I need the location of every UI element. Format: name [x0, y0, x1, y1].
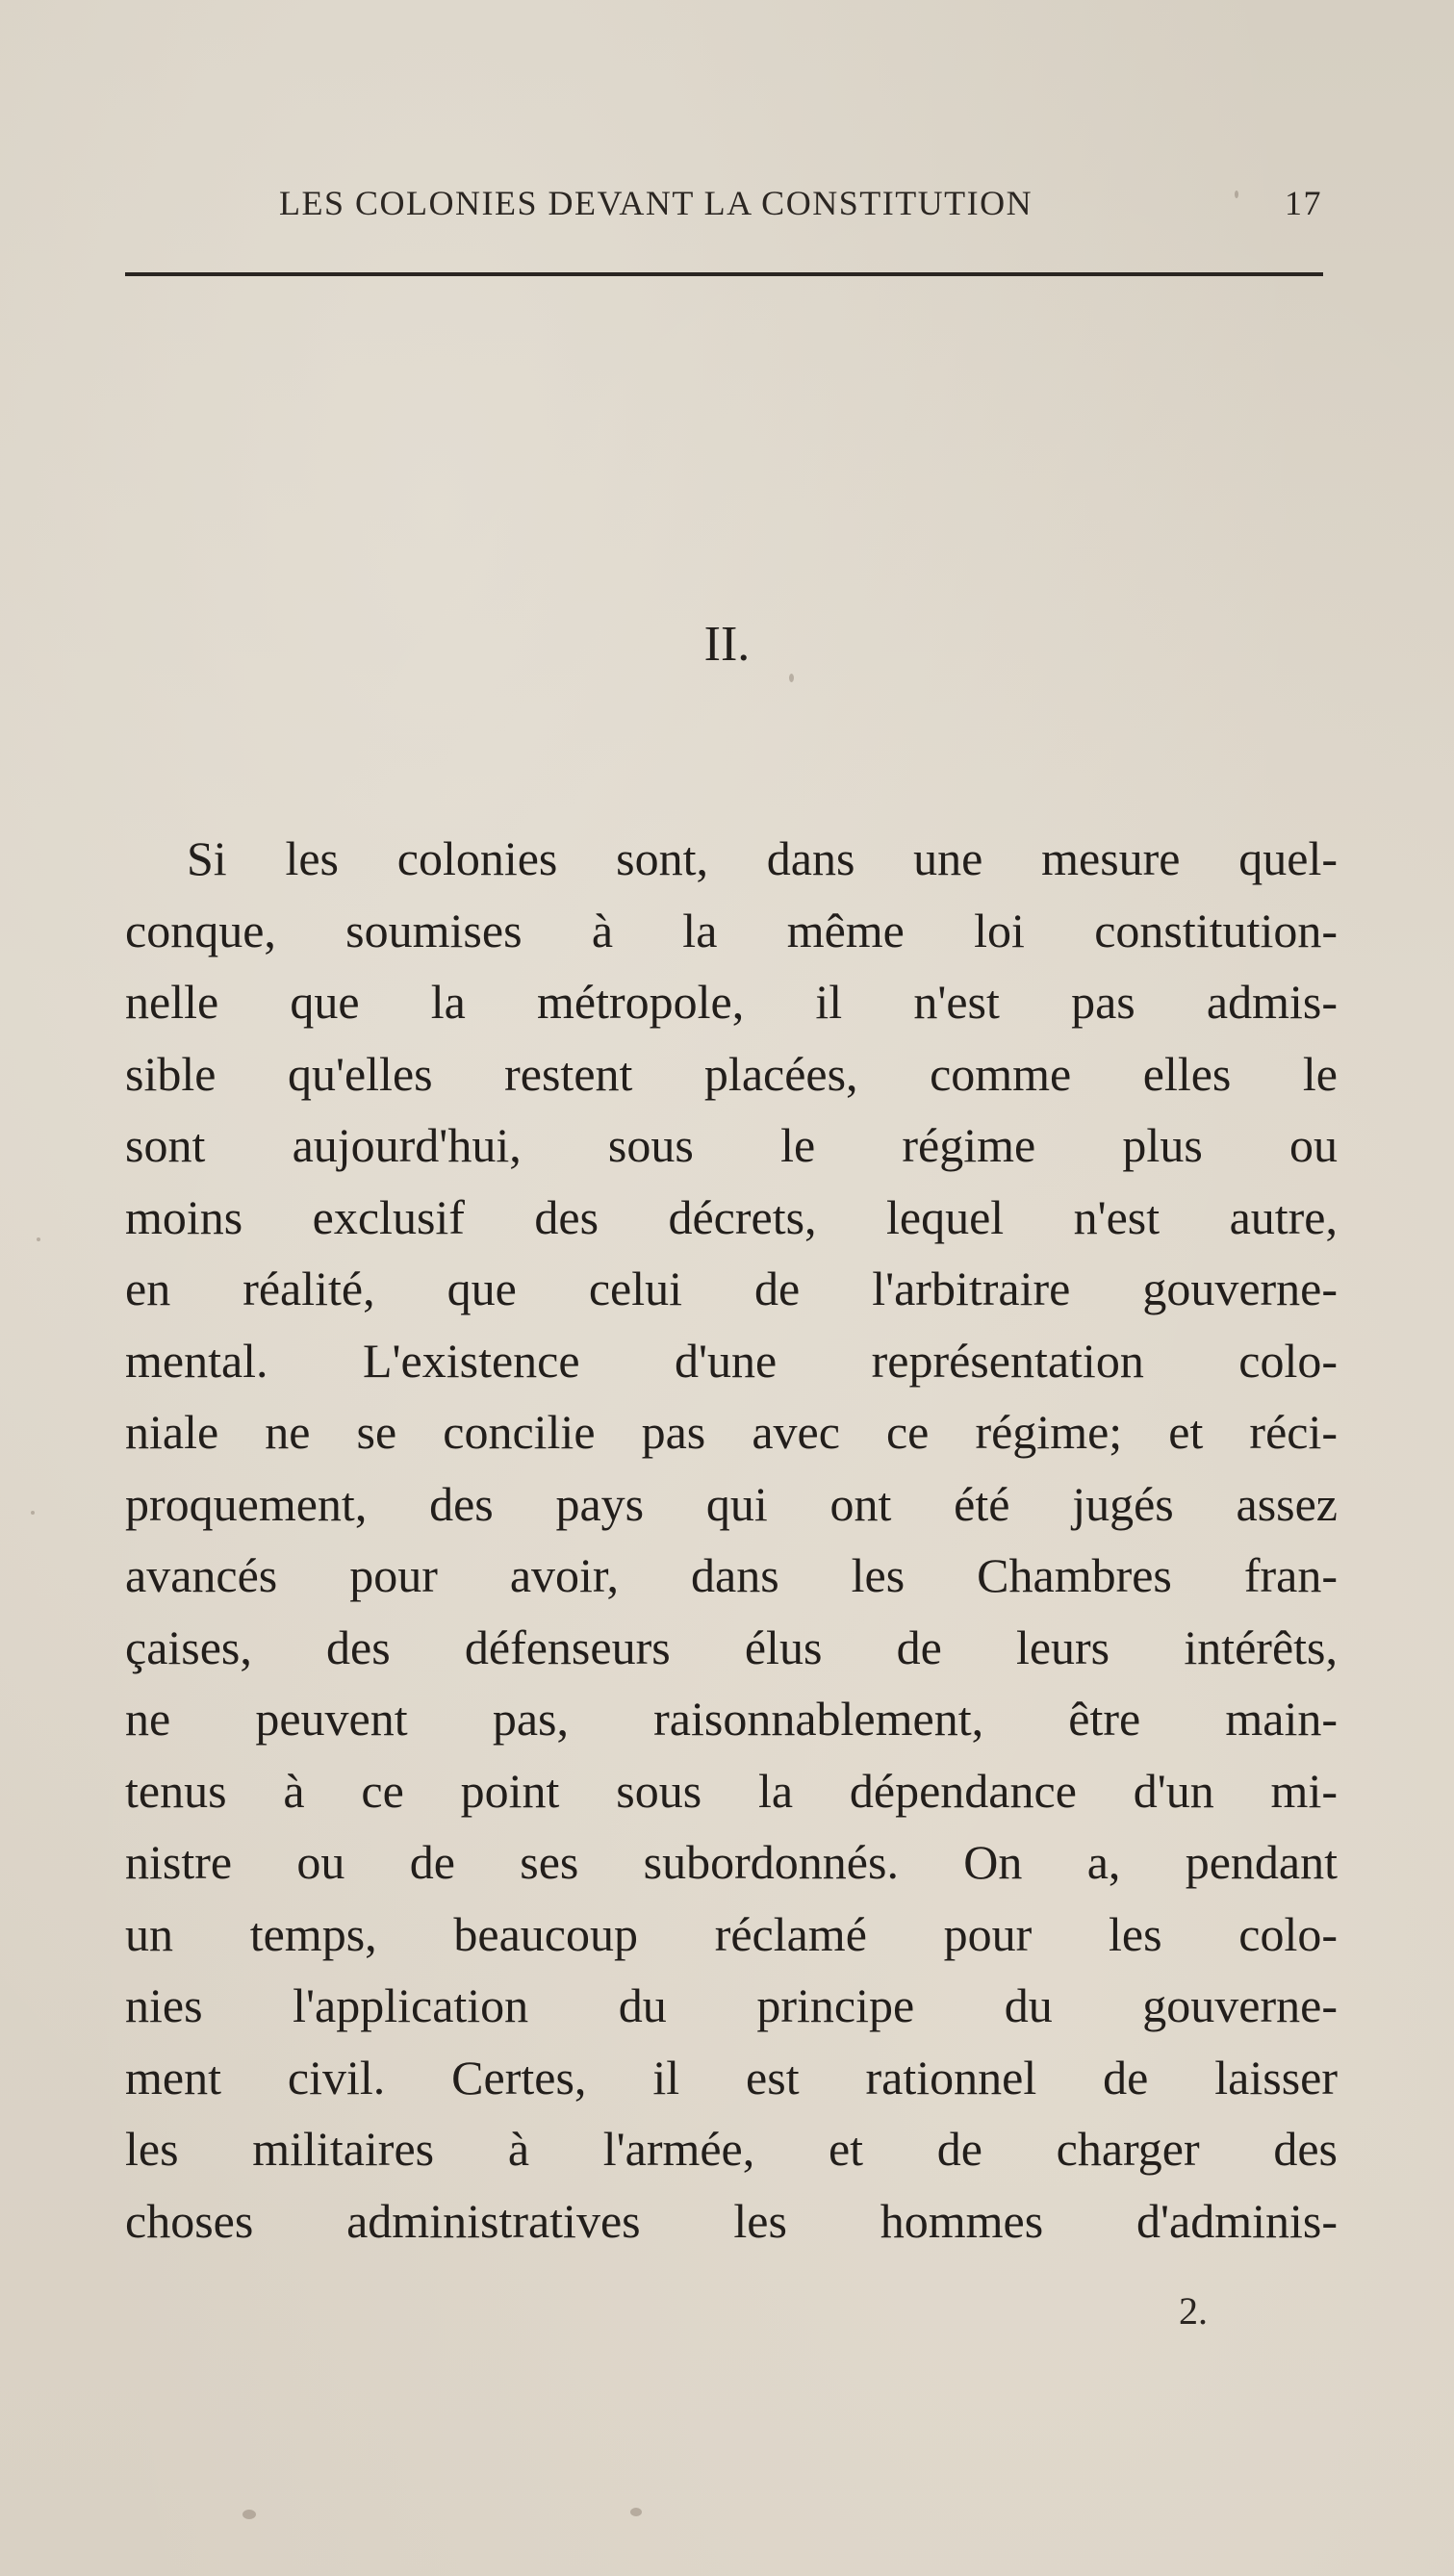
paper-speck	[630, 2508, 642, 2516]
paper-speck	[242, 2510, 256, 2519]
text-line: Si les colonies sont, dans une mesure quel-	[187, 831, 1338, 885]
text-line: sible qu'elles restent placées, comme elles le	[125, 1046, 1338, 1101]
paper-speck	[31, 1511, 35, 1515]
section-heading: II.	[703, 617, 751, 672]
header-rule	[125, 272, 1323, 276]
text-line: tenus à ce point sous la dépendance d'un mi-	[125, 1763, 1338, 1818]
paper-speck	[37, 1237, 40, 1241]
text-line: sont aujourd'hui, sous le régime plus ou	[125, 1118, 1338, 1172]
text-line: mental. L'existence d'une représentation colo-	[125, 1333, 1338, 1388]
text-line: ne peuvent pas, raisonnablement, être main-	[125, 1692, 1338, 1746]
signature-mark: 2.	[1179, 2289, 1208, 2333]
text-line: conque, soumises à la même loi constitution-	[125, 903, 1338, 957]
paper-speck	[789, 674, 794, 682]
text-line: çaises, des défenseurs élus de leurs intérêts,	[125, 1620, 1338, 1674]
text-line: un temps, beaucoup réclamé pour les colo-	[125, 1906, 1338, 1961]
text-line: nies l'application du principe du gouverne-	[125, 1978, 1338, 2032]
text-line: les militaires à l'armée, et de charger des	[125, 2122, 1338, 2176]
text-line: nistre ou de ses subordonnés. On a, pendant	[125, 1835, 1338, 1889]
text-line: choses administratives les hommes d'adminis-	[125, 2193, 1338, 2248]
running-head	[279, 183, 1338, 231]
text-line: nelle que la métropole, il n'est pas admis-	[125, 975, 1338, 1029]
running-title: LES COLONIES DEVANT LA CONSTITUTION	[279, 184, 1033, 222]
body-paragraph	[125, 823, 1338, 2257]
text-line: moins exclusif des décrets, lequel n'est autre,	[125, 1189, 1338, 1244]
page-number: 17	[1285, 184, 1322, 222]
text-line: en réalité, que celui de l'arbitraire gouverne-	[125, 1262, 1338, 1315]
text-line: proquement, des pays qui ont été jugés assez	[125, 1476, 1338, 1531]
text-line: avancés pour avoir, dans les Chambres fran-	[125, 1548, 1338, 1602]
paper-speck	[1235, 191, 1238, 198]
text-line: niale ne se concilie pas avec ce régime; et réci-	[125, 1405, 1338, 1459]
text-line: ment civil. Certes, il est rationnel de laisser	[125, 2050, 1338, 2104]
